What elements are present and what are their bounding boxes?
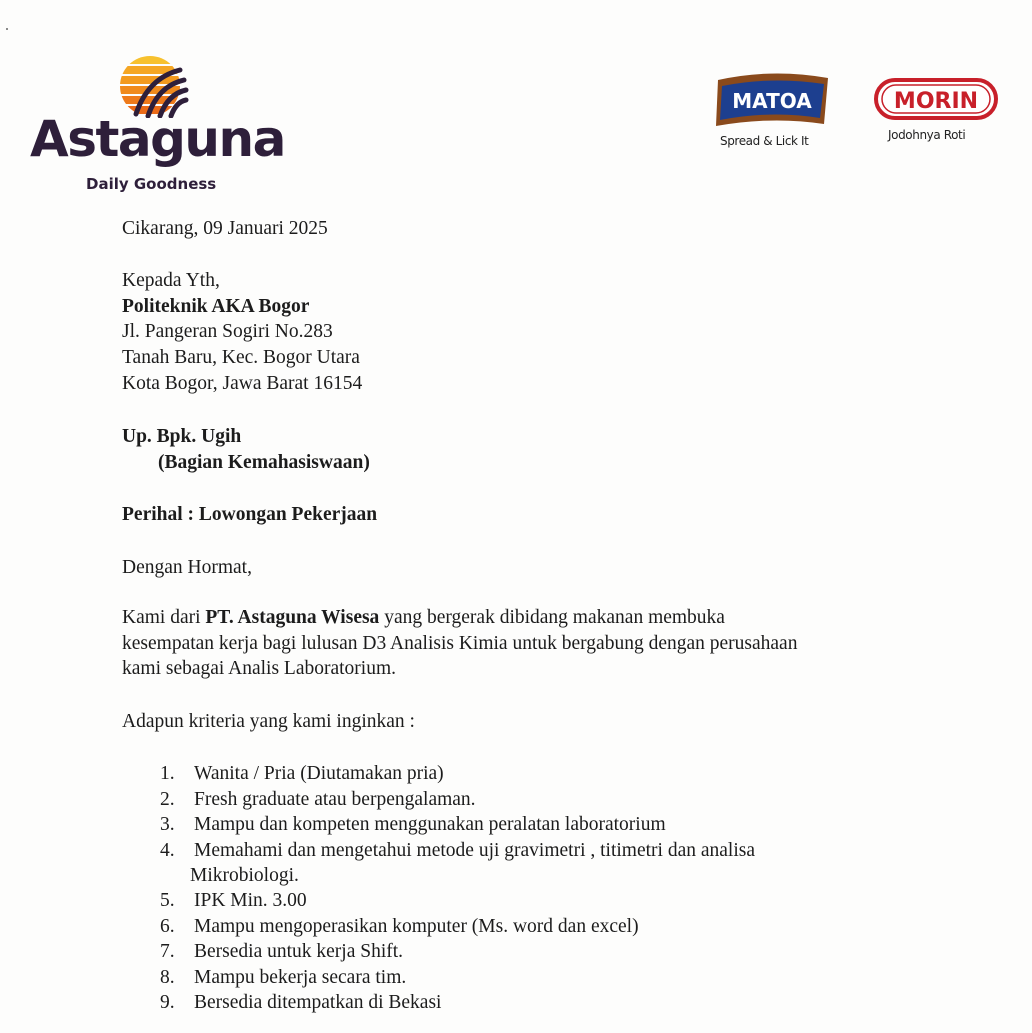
body-line-2: kesempatan kerja bagi lulusan D3 Analisis Kimia untuk bergabung dengan perusahaan — [122, 633, 798, 654]
list-item-text: Mampu mengoperasikan komputer (Ms. word dan excel) — [194, 916, 639, 937]
morin-tagline: Jodohnya Roti — [888, 128, 966, 142]
list-item-number: 3. — [160, 814, 175, 835]
astaguna-tagline: Daily Goodness — [86, 175, 217, 193]
list-item-number: 8. — [160, 967, 175, 988]
list-item-number: 4. — [160, 840, 175, 861]
recipient-salutation: Kepada Yth, — [122, 270, 220, 291]
list-item-text: Mampu bekerja secara tim. — [194, 967, 407, 988]
list-item-text: Fresh graduate atau berpengalaman. — [194, 789, 476, 810]
body-line-1-suffix: yang bergerak dibidang makanan membuka — [379, 607, 725, 628]
matoa-logo — [706, 70, 838, 154]
list-item-text: Mampu dan kompeten menggunakan peralatan laboratorium — [194, 814, 666, 835]
matoa-name: MATOA — [732, 89, 812, 113]
body-line-1 — [122, 606, 725, 630]
greeting: Dengan Hormat, — [122, 557, 252, 578]
body-line-3: kami sebagai Analis Laboratorium. — [122, 658, 397, 679]
list-item-text: IPK Min. 3.00 — [194, 890, 307, 911]
list-item-text-continued: Mikrobiologi. — [190, 865, 299, 886]
morin-name: MORIN — [893, 89, 979, 114]
criteria-intro: Adapun kriteria yang kami inginkan : — [122, 711, 415, 732]
recipient-address-1: Jl. Pangeran Sogiri No.283 — [122, 321, 333, 342]
place-date: Cikarang, 09 Januari 2025 — [122, 218, 328, 239]
company-name: PT. Astaguna Wisesa — [205, 607, 380, 628]
astaguna-wordmark: Astaguna — [30, 110, 285, 168]
list-item-text: Memahami dan mengetahui metode uji gravimetri , titimetri dan analisa — [194, 840, 755, 861]
body-line-1-prefix: Kami dari — [122, 607, 206, 628]
recipient-address-3: Kota Bogor, Jawa Barat 16154 — [122, 373, 363, 394]
recipient-address-2: Tanah Baru, Kec. Bogor Utara — [122, 347, 360, 368]
list-item-number: 5. — [160, 890, 175, 911]
recipient-institution: Politeknik AKA Bogor — [122, 296, 310, 317]
list-item-number: 9. — [160, 992, 175, 1013]
list-item-text: Bersedia ditempatkan di Bekasi — [194, 992, 442, 1013]
subject-line: Perihal : Lowongan Pekerjaan — [122, 504, 378, 525]
morin-badge-icon — [874, 78, 998, 120]
astaguna-sun-icon — [114, 56, 214, 118]
list-item-number: 1. — [160, 763, 175, 784]
astaguna-logo — [30, 56, 285, 201]
attention-department: (Bagian Kemahasiswaan) — [158, 452, 370, 473]
list-item-text: Wanita / Pria (Diutamakan pria) — [194, 763, 444, 784]
scan-speck — [6, 28, 8, 30]
list-item-text: Bersedia untuk kerja Shift. — [194, 941, 404, 962]
morin-logo — [870, 74, 1002, 150]
matoa-badge-icon — [712, 72, 832, 128]
attention-name: Up. Bpk. Ugih — [122, 426, 242, 447]
list-item-number: 7. — [160, 941, 175, 962]
matoa-tagline: Spread & Lick It — [720, 134, 809, 148]
list-item-number: 2. — [160, 789, 175, 810]
list-item-number: 6. — [160, 916, 175, 937]
